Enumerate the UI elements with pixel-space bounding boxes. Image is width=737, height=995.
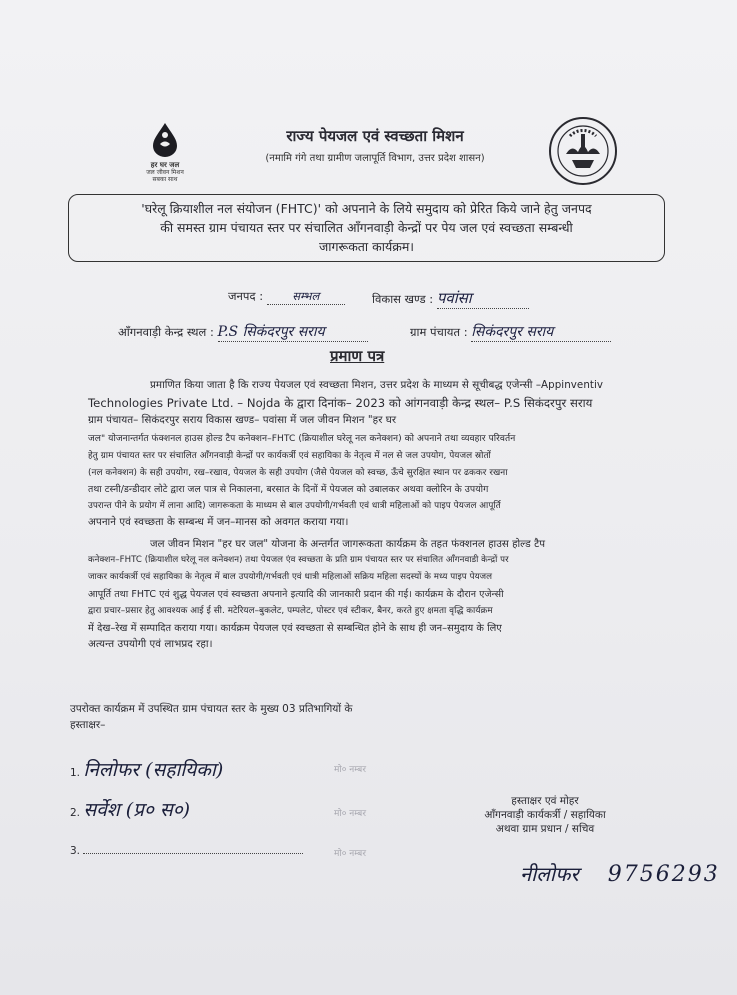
logo-caption-3: सबका साथ bbox=[152, 176, 178, 183]
kendra-field bbox=[118, 322, 368, 342]
box-line-3: जागरूकता कार्यक्रम। bbox=[318, 239, 415, 254]
para1-line: अपनाने एवं स्वच्छता के सम्बन्ध में जन–मानस को अवगत कराया गया। bbox=[88, 516, 349, 528]
box-line-1: 'घरेलू क्रियाशील नल संयोजन (FHTC)' को अपनाने के लिये समुदाय को प्रेरित किये जाने हेतु जनपद bbox=[141, 201, 592, 216]
participants-intro: उपरोक्त कार्यक्रम में उपस्थित ग्राम पंचायत स्तर के मुख्य 03 प्रतिभागियों के bbox=[70, 703, 353, 715]
certificate-heading: प्रमाण पत्र bbox=[330, 347, 385, 365]
para1-line: तथा टस्नी/डन्डीदार लोटे द्वारा जल पात्र से निकालना, बरसात के दिनों में पेयजल को उबालकर अथवा क्लोरिन के उपयोग bbox=[88, 484, 489, 495]
mobile-label-faint: मो० नम्बर bbox=[334, 809, 366, 819]
gram-panchayat-value: सिकंदरपुर सराय bbox=[471, 324, 554, 340]
janpad-field bbox=[228, 289, 345, 305]
signature-row-1 bbox=[70, 756, 223, 782]
para2-line: में देख–रेख में सम्पादित कराया गया। कार्यक्रम पेयजल एवं स्वच्छता से सम्बन्धित होने के साथ ही जन–समुदाय के लिए bbox=[88, 623, 502, 634]
participants-intro-label: हस्ताक्षर– bbox=[70, 719, 106, 731]
mission-title: राज्य पेयजल एवं स्वच्छता मिशन bbox=[286, 127, 464, 145]
signature-row-2 bbox=[70, 796, 190, 822]
mobile-label-faint: मो० नम्बर bbox=[334, 849, 366, 859]
box-line-2: की समस्त ग्राम पंचायत स्तर पर संचालित आँगनवाड़ी केन्द्रों पर पेय जल एवं स्वच्छता सम्बन्धी bbox=[160, 220, 573, 235]
signature-3-blank bbox=[83, 853, 303, 854]
para1-line: ग्राम पंचायत– सिकंदरपुर सराय विकास खण्ड– पवांसा में जल जीवन मिशन "हर घर bbox=[88, 414, 397, 426]
document-header bbox=[220, 126, 530, 164]
para2-line: अत्यन्त उपयोगी एवं लाभप्रद रहा। bbox=[88, 638, 213, 650]
para1-line: हेतु ग्राम पंचायत स्तर पर संचालित आँगनवाड़ी केन्द्रों पर कार्यकर्त्री एवं सहायिका के नेतृत्व में नल से जल उपयोग, पेयजल स्रोतों bbox=[88, 451, 491, 461]
gram-panchayat-label: ग्राम पंचायत : bbox=[410, 325, 468, 339]
para1-line: (नल कनेक्शन) के सही उपयोग, रख–रखाव, पेयजल के सही उपयोग (जैसे पेयजल को स्वच्छ, ऊँचे सुरक्षित स्थान पर ढककर रखना bbox=[88, 468, 508, 478]
signature-number: 1. bbox=[70, 767, 81, 779]
para2-line: आपूर्ति तथा FHTC एवं शुद्ध पेयजल एवं स्वच्छता अपनाने इत्यादि की जानकारी प्रदान की गई। कार्यक्रम के दौरान एजेन्सी bbox=[88, 589, 504, 600]
mission-subtitle: (नमामि गंगे तथा ग्रामीण जलापूर्ति विभाग, उत्तर प्रदेश शासन) bbox=[265, 153, 485, 164]
signature-row-3 bbox=[70, 845, 303, 857]
signature-1: निलोफर (सहायिका) bbox=[83, 759, 224, 781]
har-ghar-jal-logo bbox=[136, 122, 194, 183]
up-government-seal-icon bbox=[548, 116, 618, 186]
vikas-khand-value: पवांसा bbox=[436, 289, 472, 307]
gram-panchayat-field bbox=[410, 322, 611, 342]
bottom-signature-block bbox=[520, 860, 720, 887]
logo-caption-2: जल जीवन मिशन bbox=[146, 169, 184, 176]
bottom-signature: नीलोफर bbox=[520, 862, 579, 886]
para2-line: कनेक्शन–FHTC (क्रियाशील घरेलू नल कनेक्शन) तथा पेयजल एंव स्वच्छता के प्रति ग्राम पंचायत स्तर पर संचालित आँगनवाडी केन्द्रों पर bbox=[88, 555, 509, 565]
logo-caption-1: हर घर जल bbox=[150, 161, 180, 169]
water-drop-logo-icon bbox=[150, 122, 180, 158]
stamp-line-2: आँगनवाड़ी कार्यकर्त्री / सहायिका bbox=[484, 809, 606, 821]
program-title-box bbox=[68, 194, 665, 262]
para1-line: जल" योजनान्तर्गत फंक्शनल हाउस होल्ड टैप कनेक्शन–FHTC (क्रियाशील घरेलू नल कनेक्शन) को अपनाने तथा व्यवहार परिवर्तन bbox=[88, 434, 516, 444]
signature-number: 2. bbox=[70, 807, 81, 819]
vikas-khand-field bbox=[372, 288, 529, 309]
para1-line: उपरान्त पीने के प्रयोग में लाना आदि) जागरूकता के माध्यम से बाल उपयोगी/गर्भवती एवं धात्री महिलाओं को पाइप पेयजल आपूर्ति bbox=[88, 501, 501, 511]
para1-line: Technologies Private Ltd. – Nojda के द्वारा दिनांक– 2023 को आंगनवाड़ी केन्द्र स्थल– P.S सिकंदरपुर सराय bbox=[88, 396, 593, 410]
janpad-value: सम्भल bbox=[292, 289, 320, 303]
para2-line: जाकर कार्यकर्त्री एवं सहायिका के नेतृत्व में बाल उपयोगी/गर्भवती एवं धात्री महिलाओं सक्रिय महिला सदस्यों के मध्य पाइप पेयजल bbox=[88, 572, 493, 582]
kendra-value: P.S सिकंदरपुर सराय bbox=[217, 324, 325, 340]
signature-number: 3. bbox=[70, 845, 81, 857]
para2-line: द्वारा प्रचार–प्रसार हेतु आवश्यक आई ई सी. मटेरियल–बुकलेट, पम्पलेट, पोस्टर एवं स्टीकर, बैनर, करते हुए क्षमता वृद्धि कार्यक्रम bbox=[88, 606, 493, 616]
para2-line: जल जीवन मिशन "हर घर जल" योजना के अन्तर्गत जागरूकता कार्यक्रम के तहत फंक्शनल हाउस होल्ड टैप bbox=[150, 539, 546, 550]
para1-line: प्रमाणित किया जाता है कि राज्य पेयजल एवं स्वच्छता मिशन, उत्तर प्रदेश के माध्यम से सूचीबद्ध एजेन्सी –Appinventiv bbox=[150, 379, 604, 391]
bottom-phone: 9756293 bbox=[607, 862, 720, 887]
vikas-khand-label: विकास खण्ड : bbox=[372, 292, 434, 306]
janpad-label: जनपद : bbox=[228, 289, 264, 303]
kendra-label: आँगनवाड़ी केन्द्र स्थल : bbox=[118, 325, 214, 339]
signature-2: सर्वेश (प्र० स०) bbox=[83, 799, 191, 821]
mobile-label-faint: मो० नम्बर bbox=[334, 765, 366, 775]
stamp-block bbox=[465, 794, 625, 836]
stamp-line-3: अथवा ग्राम प्रधान / सचिव bbox=[495, 823, 595, 835]
stamp-line-1: हस्ताक्षर एवं मोहर bbox=[511, 795, 579, 807]
